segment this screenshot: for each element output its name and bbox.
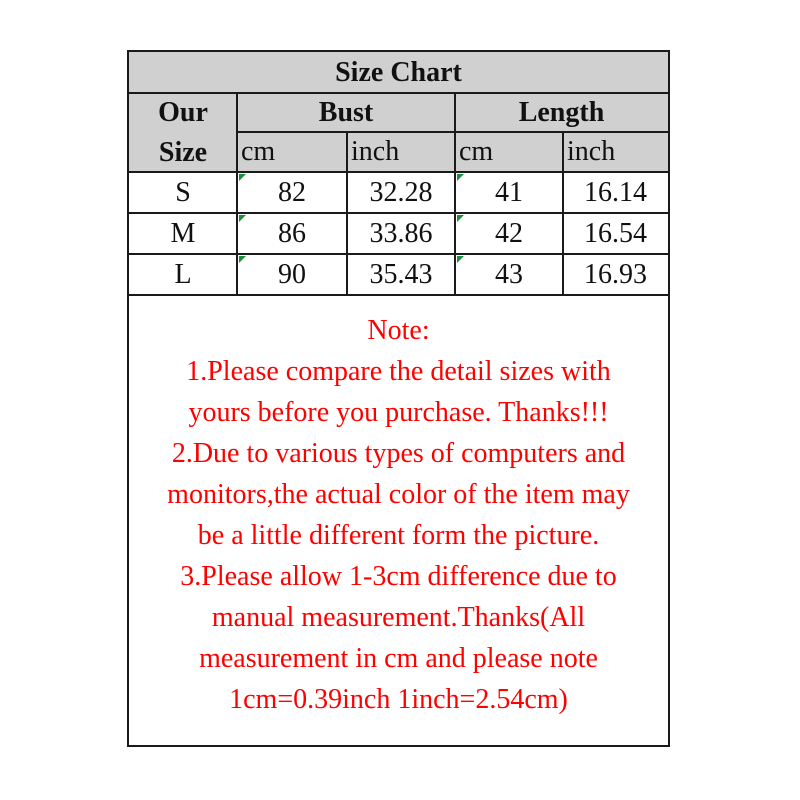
length-inch-cell: 16.93 (584, 258, 647, 290)
length-inch-cell: 16.54 (584, 217, 647, 249)
length-header: Length (455, 94, 668, 132)
grid-line (237, 131, 668, 133)
bust-header: Bust (237, 94, 455, 132)
grid-line (129, 212, 668, 214)
size-chart-sheet (127, 50, 670, 747)
note-line: 1.Please compare the detail sizes with (186, 355, 611, 387)
bust-cm-cell: 90 (278, 258, 306, 290)
row-size-cell: S (175, 176, 191, 208)
length-inch-cell: 16.14 (584, 176, 647, 208)
note-line: manual measurement.Thanks(All (211, 601, 586, 633)
row-size-cell: L (174, 258, 192, 290)
note-line: be a little different form the picture. (197, 519, 600, 551)
bust-inch-cell: 32.28 (369, 176, 433, 208)
size-header-line-2: Size (158, 137, 208, 168)
cell-marker (457, 256, 464, 263)
note-line: 1cm=0.39inch 1inch=2.54cm) (229, 683, 568, 715)
grid-line (346, 132, 348, 295)
unit-length-cm: cm (455, 132, 563, 172)
size-header-line-1: Our (158, 97, 208, 128)
bust-cm-cell: 82 (278, 176, 306, 208)
bust-cm-cell: 86 (278, 217, 306, 249)
cell-marker (239, 256, 246, 263)
bust-inch-cell: 35.43 (369, 258, 433, 290)
grid-line (129, 92, 668, 94)
cell-marker (239, 174, 246, 181)
note-line: yours before you purchase. Thanks!!! (188, 396, 609, 428)
unit-bust-cm: cm (237, 132, 347, 172)
note-heading: Note: (367, 314, 430, 346)
length-cm-cell: 41 (495, 176, 523, 208)
cell-marker (239, 215, 246, 222)
cell-marker (457, 174, 464, 181)
row-size-cell: M (170, 217, 196, 249)
size-header (129, 94, 237, 172)
grid-line (129, 294, 668, 296)
grid-line (454, 93, 456, 295)
bust-inch-cell: 33.86 (369, 217, 433, 249)
grid-line (236, 93, 238, 295)
unit-length-inch: inch (563, 132, 668, 172)
unit-bust-inch: inch (347, 132, 455, 172)
note-line: measurement in cm and please note (199, 642, 598, 674)
grid-line (129, 253, 668, 255)
notes-block (129, 302, 668, 745)
grid-line (129, 171, 668, 173)
length-cm-cell: 42 (495, 217, 523, 249)
length-cm-cell: 43 (495, 258, 523, 290)
note-line: 3.Please allow 1-3cm difference due to (180, 560, 617, 592)
note-line: 2.Due to various types of computers and (171, 437, 626, 469)
cell-marker (457, 215, 464, 222)
grid-line (562, 132, 564, 295)
note-line: monitors,the actual color of the item may (167, 478, 630, 510)
table-title: Size Chart (129, 52, 668, 94)
